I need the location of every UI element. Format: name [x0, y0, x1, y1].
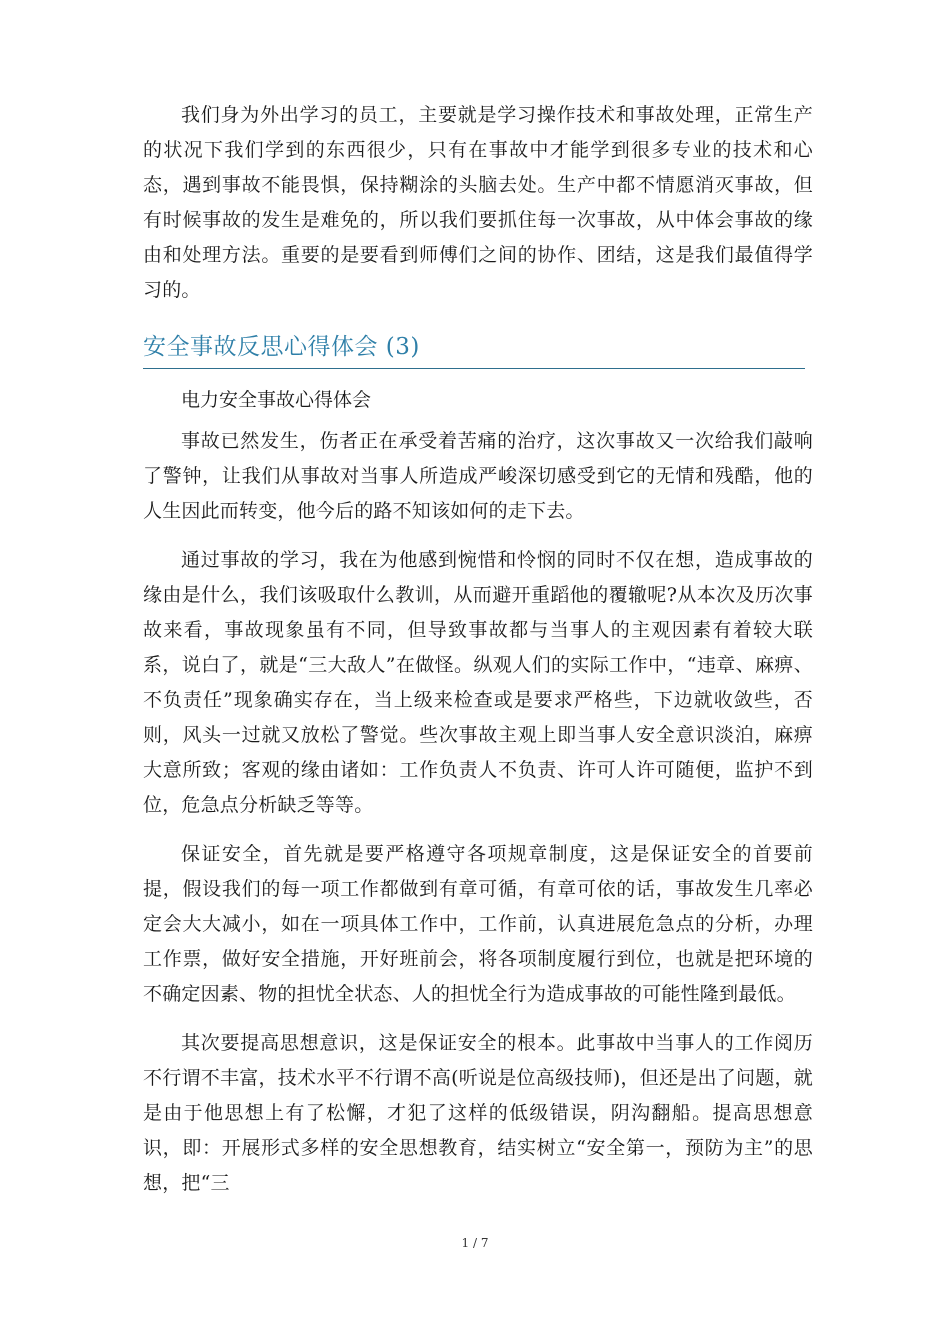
intro-paragraph: 我们身为外出学习的员工，主要就是学习操作技术和事故处理，正常生产的状况下我们学到的东西很少，只有在事故中才能学到很多专业的技术和心态，遇到事故不能畏惧，保持糊涂的头脑去处。生产中都不情愿消灭事故，但有时候事故的发生是难免的，所以我们要抓住每一次事故，从中体会事故的缘由和处理方法。重要的是要看到师傅们之间的协作、团结，这是我们最值得学习的。 [143, 104, 813, 301]
page-number: 1 / 7 [461, 1236, 489, 1250]
section-subtitle: 电力安全事故心得体会 [181, 389, 372, 411]
body-paragraph-4: 其次要提高思想意识，这是保证安全的根本。此事故中当事人的工作阅历不行谓不丰富，技术水平不行谓不高(听说是位高级技师)，但还是出了问题，就是由于他思想上有了松懈，才犯了这样的低级错误，阴沟翻船。提高思想意识，即：开展形式多样的安全思想教育，结实树立“安全第一，预防为主”的思想，把“三 [143, 1032, 813, 1194]
body-paragraph-1: 事故已然发生，伤者正在承受着苦痛的治疗，这次事故又一次给我们敲响了警钟，让我们从事故对当事人所造成严峻深切感受到它的无情和残酷，他的人生因此而转变，他今后的路不知该如何的走下去。 [143, 430, 813, 522]
body-paragraph-2: 通过事故的学习，我在为他感到惋惜和怜悯的同时不仅在想，造成事故的缘由是什么，我们该吸取什么教训，从而避开重蹈他的覆辙呢?从本次及历次事故来看，事故现象虽有不同，但导致事故都与当事人的主观因素有着较大联系，说白了，就是“三大敌人”在做怪。纵观人们的实际工作中，“违章、麻痹、不负责任”现象确实存在，当上级来检查或是要求严格些，下边就收敛些，否则，风头一过就又放松了警觉。些次事故主观上即当事人安全意识淡泊，麻痹大意所致；客观的缘由诸如：工作负责人不负责、许可人许可随便，监护不到位，危急点分析缺乏等等。 [143, 549, 813, 816]
section-heading: 安全事故反思心得体会 (3) [143, 330, 805, 369]
document-content [143, 98, 813, 1215]
body-paragraph-3: 保证安全，首先就是要严格遵守各项规章制度，这是保证安全的首要前提，假设我们的每一项工作都做到有章可循，有章可依的话，事故发生几率必定会大大减小，如在一项具体工作中，工作前，认真进展危急点的分析，办理工作票，做好安全措施，开好班前会，将各项制度履行到位，也就是把环境的不确定因素、物的担忧全状态、人的担忧全行为造成事故的可能性隆到最低。 [143, 843, 813, 1005]
